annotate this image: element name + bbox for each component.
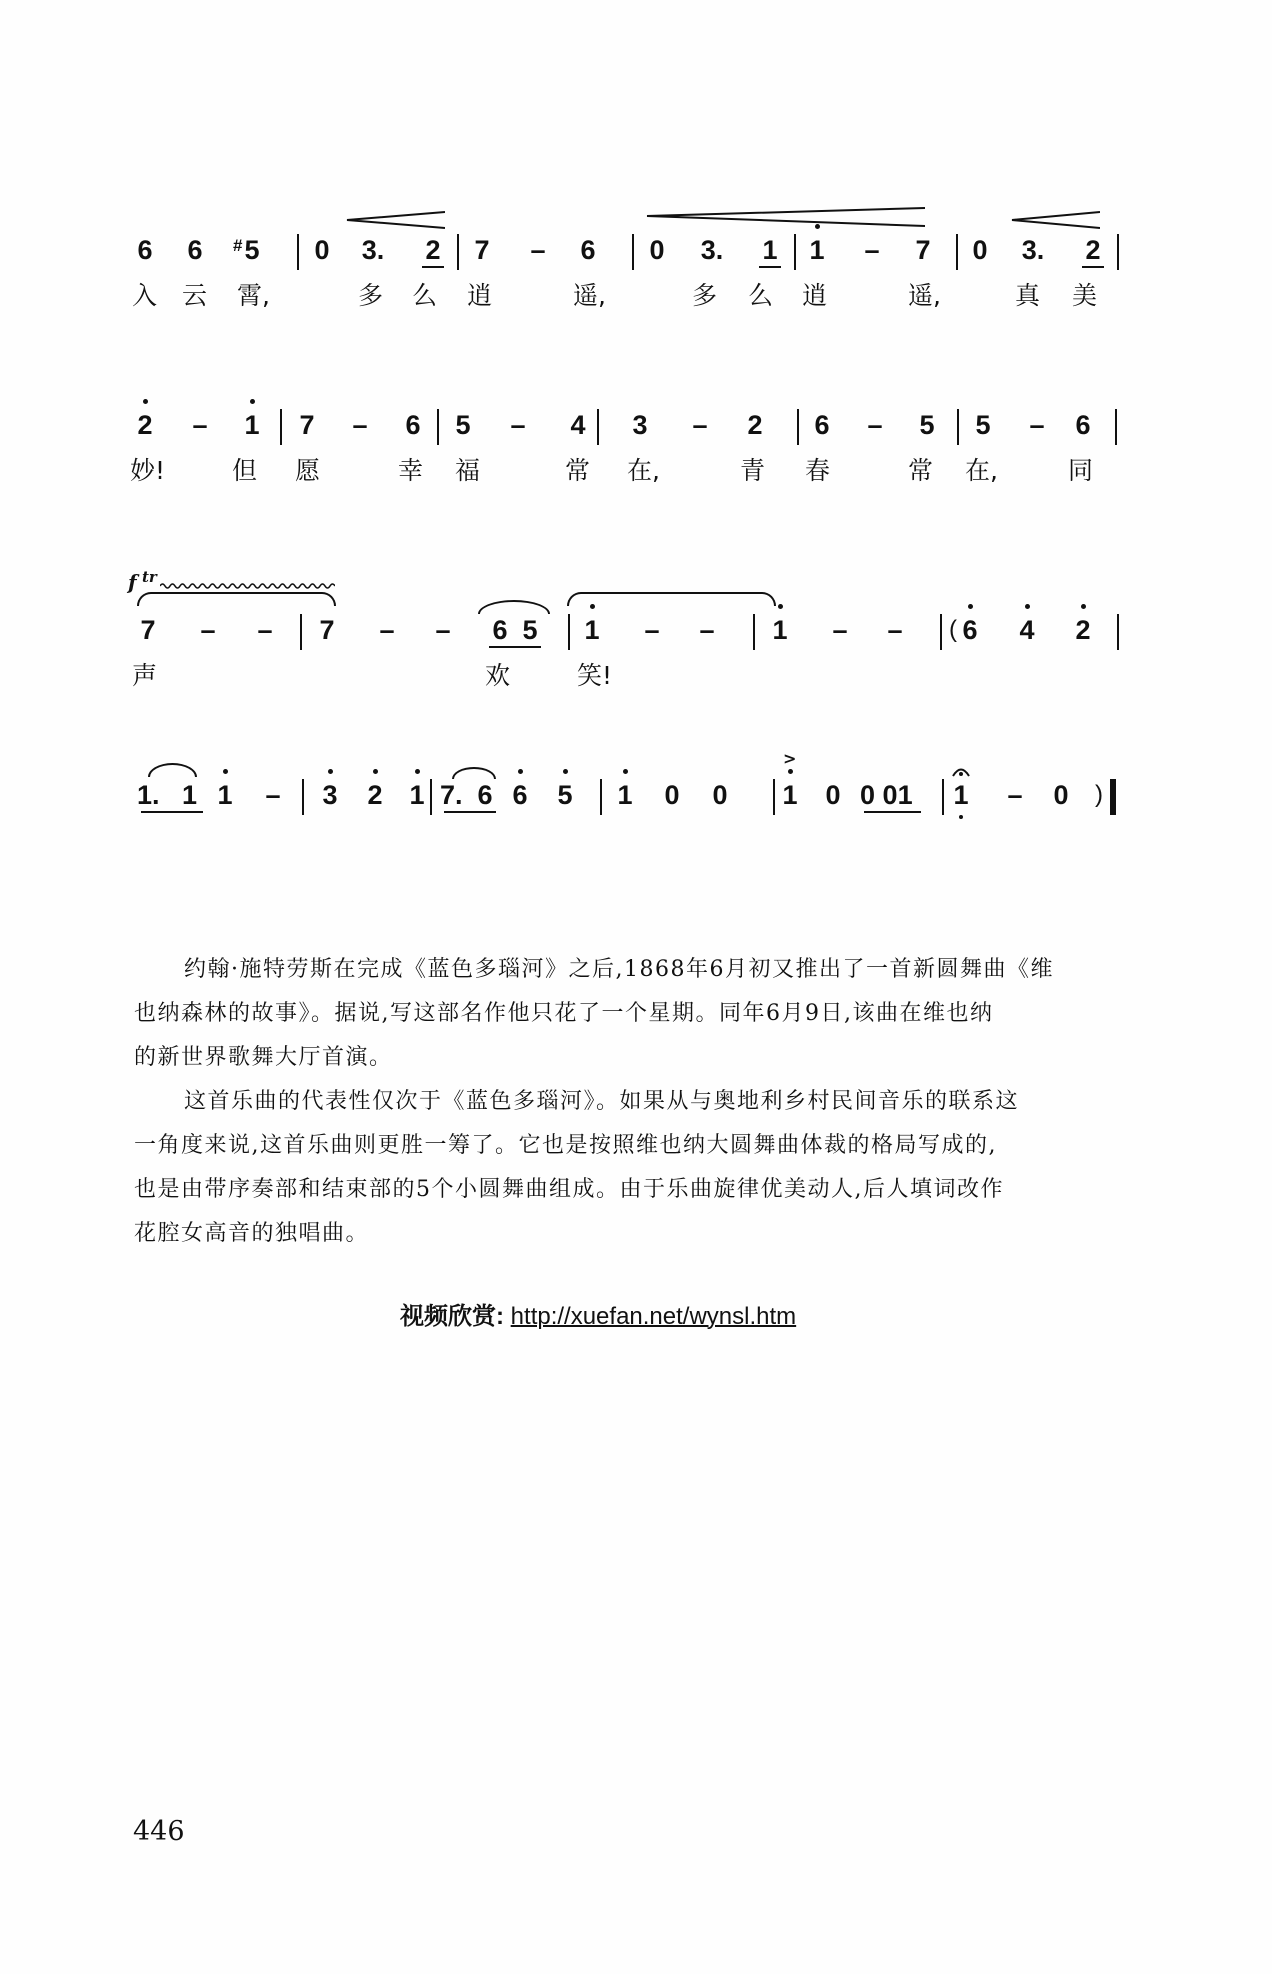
note-high: 4 bbox=[1012, 610, 1042, 650]
barline bbox=[1117, 234, 1119, 270]
note-high: 6 bbox=[505, 775, 535, 815]
sharp-icon: # bbox=[233, 236, 243, 255]
paragraph-2: 这首乐曲的代表性仅次于《蓝色多瑙河》。如果从与奥地利乡村民间音乐的联系这 一角度来说,这首乐曲则更胜一筹了。它也是按照维也纳大圆舞曲体裁的格局写成的, 也是由带序奏部和结束部的5个小圆舞曲组成。由于乐曲旋律优美动人,后人填词改作 花腔女高音的独唱曲。 bbox=[134, 1089, 1020, 1246]
note-group: 7. 6 bbox=[440, 775, 500, 815]
crescendo-hairpin bbox=[1010, 210, 1100, 230]
lyric: 福 bbox=[455, 456, 481, 485]
lyric: 声 bbox=[132, 661, 158, 690]
note: 6 bbox=[1075, 410, 1091, 440]
note: 3. bbox=[1021, 235, 1045, 265]
lyric: 在, bbox=[965, 456, 998, 485]
note: 0 bbox=[664, 780, 680, 810]
lyric: 逍 bbox=[467, 281, 493, 310]
lyric: 同 bbox=[1068, 456, 1094, 485]
barline bbox=[940, 614, 942, 650]
lyric: 么 bbox=[748, 281, 774, 310]
lyric: 愿 bbox=[295, 456, 321, 485]
note: – bbox=[832, 615, 848, 645]
note: 7 bbox=[140, 615, 156, 645]
lyric: 幸 bbox=[398, 456, 424, 485]
barline bbox=[753, 614, 755, 650]
note: – bbox=[644, 615, 660, 645]
note-high: 1 bbox=[610, 775, 640, 815]
barline bbox=[1115, 409, 1117, 445]
note: – bbox=[379, 615, 395, 645]
tie bbox=[137, 592, 336, 606]
barline bbox=[632, 234, 634, 270]
note: 3 bbox=[632, 410, 648, 440]
notation-line bbox=[0, 610, 1272, 650]
lyric: 春 bbox=[805, 456, 831, 485]
note-high: 1 bbox=[210, 775, 240, 815]
lyric: 多 bbox=[358, 281, 384, 310]
note: – bbox=[692, 410, 708, 440]
close-paren: ) bbox=[1095, 781, 1103, 808]
video-label: 视频欣赏: bbox=[400, 1303, 504, 1330]
note: – bbox=[192, 410, 208, 440]
note-high: 2 bbox=[1068, 610, 1098, 650]
note-high: 1 bbox=[802, 230, 832, 270]
lyrics-line bbox=[0, 658, 1272, 694]
note: 6 bbox=[405, 410, 421, 440]
note: 0 bbox=[649, 235, 665, 265]
barline bbox=[1117, 614, 1119, 650]
page-number: 446 bbox=[133, 1816, 185, 1847]
lyrics-line bbox=[0, 278, 1272, 314]
note: – bbox=[257, 615, 273, 645]
note: 3. bbox=[700, 235, 724, 265]
note-high: 2 bbox=[130, 405, 160, 445]
note: – bbox=[352, 410, 368, 440]
lyric: 但 bbox=[232, 456, 258, 485]
lyric: 常 bbox=[565, 456, 591, 485]
lyric: 在, bbox=[627, 456, 660, 485]
note-group: 6 5 bbox=[485, 610, 545, 650]
crescendo-hairpin bbox=[645, 206, 925, 230]
note: 6 bbox=[137, 235, 153, 265]
lyric: 美 bbox=[1072, 281, 1098, 310]
barline bbox=[297, 234, 299, 270]
note-group: 0 01 bbox=[860, 775, 925, 815]
note: 4 bbox=[570, 410, 586, 440]
note: – bbox=[1007, 780, 1023, 810]
note: 2 bbox=[747, 410, 763, 440]
note: 7 bbox=[915, 235, 931, 265]
lyric: 么 bbox=[412, 281, 438, 310]
lyric: 青 bbox=[740, 456, 766, 485]
final-barline bbox=[1110, 779, 1116, 815]
note-high: 6 bbox=[955, 610, 985, 650]
note: 5 bbox=[975, 410, 991, 440]
note: 6 bbox=[580, 235, 596, 265]
note-high: 5 bbox=[550, 775, 580, 815]
lyric: 逍 bbox=[802, 281, 828, 310]
note: – bbox=[887, 615, 903, 645]
video-link[interactable]: http://xuefan.net/wynsl.htm bbox=[510, 1303, 797, 1330]
lyric: 欢 bbox=[485, 661, 511, 690]
note: 6 bbox=[187, 235, 203, 265]
open-paren: ( bbox=[949, 616, 957, 643]
barline bbox=[942, 779, 944, 815]
note: – bbox=[864, 235, 880, 265]
lyric: 霄, bbox=[237, 281, 270, 310]
barline bbox=[457, 234, 459, 270]
note: – bbox=[200, 615, 216, 645]
note: – bbox=[530, 235, 546, 265]
barline bbox=[597, 409, 599, 445]
forte-mark: f bbox=[128, 570, 137, 594]
note: 0 bbox=[825, 780, 841, 810]
notation-line bbox=[0, 775, 1272, 815]
note: 0 bbox=[972, 235, 988, 265]
note: 1 bbox=[755, 230, 785, 270]
note-group: 1. 1 bbox=[137, 775, 207, 815]
lyric: 遥, bbox=[908, 281, 941, 310]
lyric: 笑! bbox=[577, 661, 613, 690]
lyric: 真 bbox=[1015, 281, 1041, 310]
note: – bbox=[435, 615, 451, 645]
barline bbox=[600, 779, 602, 815]
note: – bbox=[265, 780, 281, 810]
tie bbox=[567, 592, 776, 606]
video-reference bbox=[400, 1296, 796, 1331]
note: 5 bbox=[455, 410, 471, 440]
note: 6 bbox=[814, 410, 830, 440]
barline bbox=[956, 234, 958, 270]
barline bbox=[568, 614, 570, 650]
note-high-accent: 1 bbox=[775, 775, 805, 815]
lyric: 多 bbox=[692, 281, 718, 310]
note: 7 bbox=[299, 410, 315, 440]
note: 0 bbox=[314, 235, 330, 265]
note: 2 bbox=[418, 230, 448, 270]
notation-line bbox=[0, 230, 1272, 270]
accent-icon: > bbox=[783, 749, 797, 768]
barline bbox=[430, 779, 432, 815]
note-high: 1 bbox=[765, 610, 795, 650]
paragraph-1: 约翰·施特劳斯在完成《蓝色多瑙河》之后,1868年6月初又推出了一首新圆舞曲《维 也纳森林的故事》。据说,写这部名作他只花了一个星期。同年6月9日,该曲在维也纳 的新世界歌舞大厅首演。 bbox=[134, 957, 1054, 1070]
crescendo-hairpin bbox=[345, 210, 445, 230]
note: 7 bbox=[319, 615, 335, 645]
lyric: 遥, bbox=[573, 281, 606, 310]
barline bbox=[302, 779, 304, 815]
note-high: 1 bbox=[577, 610, 607, 650]
barline bbox=[437, 409, 439, 445]
note: 3. bbox=[361, 235, 385, 265]
barline bbox=[797, 409, 799, 445]
lyric: 妙! bbox=[130, 456, 166, 485]
note-high-fermata: 1 bbox=[946, 775, 976, 815]
note-high: 3 bbox=[315, 775, 345, 815]
note: – bbox=[510, 410, 526, 440]
note-high: 2 bbox=[360, 775, 390, 815]
lyrics-line bbox=[0, 453, 1272, 489]
note: 5 bbox=[919, 410, 935, 440]
trill-wave-icon bbox=[160, 582, 335, 590]
note: # 5 bbox=[237, 230, 267, 270]
barline bbox=[794, 234, 796, 270]
lyric: 入 bbox=[132, 281, 158, 310]
note-high: 1 bbox=[402, 775, 432, 815]
note: – bbox=[1029, 410, 1045, 440]
barline bbox=[957, 409, 959, 445]
barline bbox=[280, 409, 282, 445]
note: 2 bbox=[1078, 230, 1108, 270]
note: 0 bbox=[1053, 780, 1069, 810]
note-high: 1 bbox=[237, 405, 267, 445]
notation-line bbox=[0, 405, 1272, 445]
note: – bbox=[699, 615, 715, 645]
lyric: 常 bbox=[908, 456, 934, 485]
barline bbox=[300, 614, 302, 650]
note: – bbox=[867, 410, 883, 440]
note: 0 bbox=[712, 780, 728, 810]
trill-mark: tr bbox=[142, 568, 157, 586]
note: 7 bbox=[474, 235, 490, 265]
lyric: 云 bbox=[182, 281, 208, 310]
